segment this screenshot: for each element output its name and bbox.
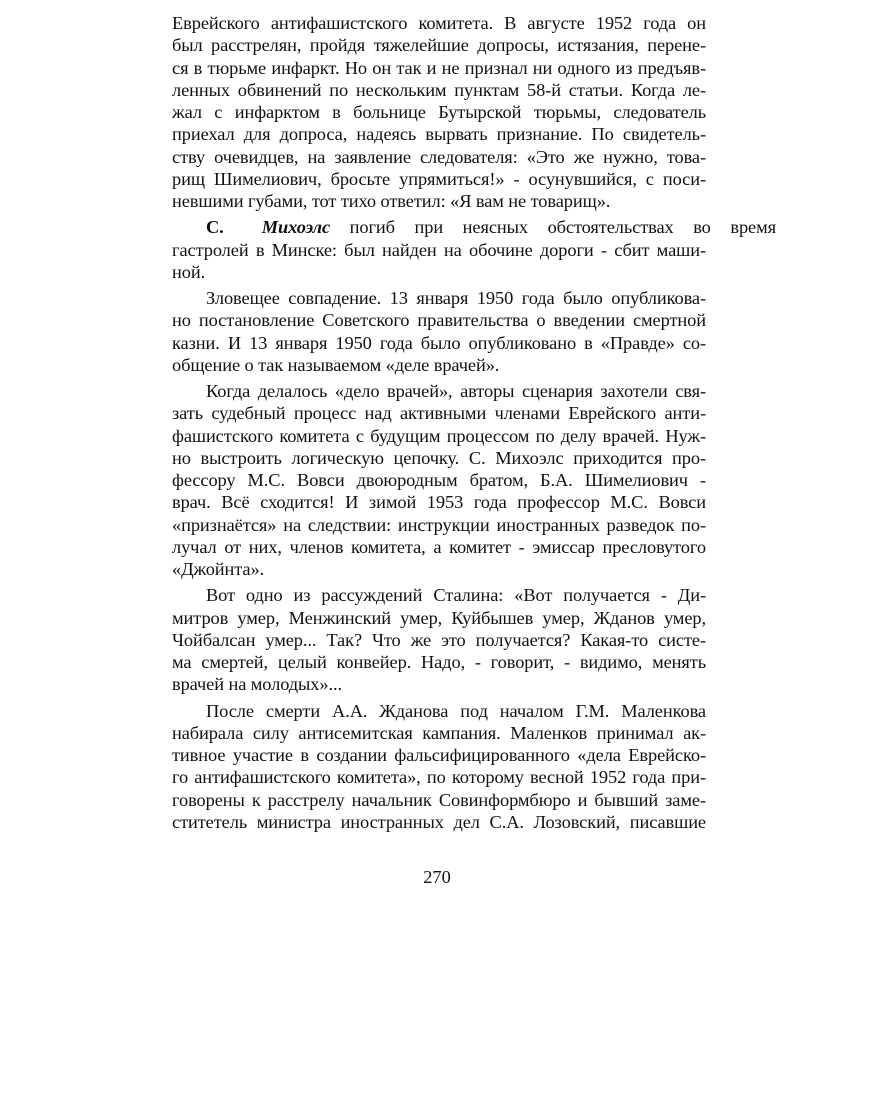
text-line: ленных обвинений по нескольким пунктам 58-й статьи. Когда ле- (172, 79, 706, 100)
text-line: но выстроить логическую цепочку. С. Михоэлс приходится про- (172, 447, 706, 468)
text-line: «Джойнта». (172, 559, 265, 579)
text-line: общение о так называемом «деле врачей». (172, 354, 500, 375)
text-line: ной. (172, 261, 206, 282)
paragraph (172, 12, 706, 212)
text-line: фессору М.С. Вовси двоюродным братом, Б.А. Шимелиович - (172, 470, 706, 490)
text-line: «признаётся» на следствии: инструкции иностранных разведок по- (172, 514, 706, 535)
text-line: но постановление Советского правительства о введении смертной (172, 310, 706, 331)
paragraph (172, 287, 706, 376)
text-line: После смерти А.А. Жданова под началом Г.М. Маленкова (206, 700, 706, 721)
text-line: набирала силу антисемитская кампания. Маленков принимал ак- (172, 722, 706, 743)
text-fragment: погиб при неясных обстоятельствах во время (349, 217, 777, 238)
text-line: Вот одно из рассуждений Сталина: «Вот получается - Ди- (206, 585, 706, 606)
text-line: го антифашистского комитета», по которому весной 1952 года при- (172, 767, 706, 788)
text-line: ма смертей, целый конвейер. Надо, - говорит, - видимо, менять (172, 652, 706, 672)
text-line: был расстрелян, пройдя тяжелейшие допросы, истязания, перене- (172, 35, 706, 56)
text-line: ся в тюрьме инфаркт. Но он так и не признал ни одного из предъяв- (172, 57, 706, 78)
paragraph (172, 584, 706, 695)
text-line: говорены к расстрелу начальник Совинформбюро и бывший заме- (172, 789, 706, 810)
text-line: лучал от них, членов комитета, а комитет - эмиссар пресловутого (172, 536, 706, 557)
author-initial: С. (206, 217, 224, 238)
text-line: тивное участие в создании фальсифицированного «дела Еврейско- (172, 745, 706, 765)
author-name: Михоэлс (261, 217, 331, 238)
text-line: врачей на молодых»... (172, 674, 342, 695)
text-line: невшими губами, тот тихо ответил: «Я вам не товарищ». (172, 191, 611, 211)
text-line: Когда делалось «дело врачей», авторы сценария захотели свя- (206, 381, 706, 401)
text-line (172, 216, 776, 238)
page-number: 270 (423, 867, 451, 887)
text-line: казни. И 13 января 1950 года было опубликовано в «Правде» со- (172, 332, 706, 353)
text-line: Еврейского антифашистского комитета. В августе 1952 года он (172, 13, 706, 33)
paragraph (172, 700, 706, 834)
text-line: рищ Шимелиович, бросьте упрямиться!» - осунувшийся, с поси- (172, 168, 706, 189)
text-line: ститетель министра иностранных дел С.А. Лозовский, писавшие (172, 811, 706, 832)
text-line: врач. Всё сходится! И зимой 1953 года профессор М.С. Вовси (172, 492, 706, 513)
text-line: жал с инфарктом в больнице Бутырской тюрьмы, следователь (172, 102, 706, 122)
text-line: Зловещее совпадение. 13 января 1950 года было опубликова- (206, 288, 706, 308)
body-text (172, 12, 777, 833)
text-line: митров умер, Менжинский умер, Куйбышев умер, Жданов умер, (172, 607, 706, 628)
text-line: гастролей в Минске: был найден на обочине дороги - сбит маши- (172, 239, 706, 260)
text-line: фашистского комитета с будущим процессом по делу врачей. Нуж- (172, 425, 706, 446)
text-line: ству очевидцев, на заявление следователя: «Это же нужно, това- (172, 146, 706, 167)
text-line: Чойбалсан умер... Так? Что же это получается? Какая-то систе- (172, 629, 706, 650)
paragraph (172, 216, 777, 283)
text-line: приехал для допроса, надеясь вырвать признание. По свидетель- (172, 124, 706, 145)
text-line: зать судебный процесс над активными членами Еврейского анти- (172, 403, 706, 424)
paragraph (172, 380, 706, 580)
